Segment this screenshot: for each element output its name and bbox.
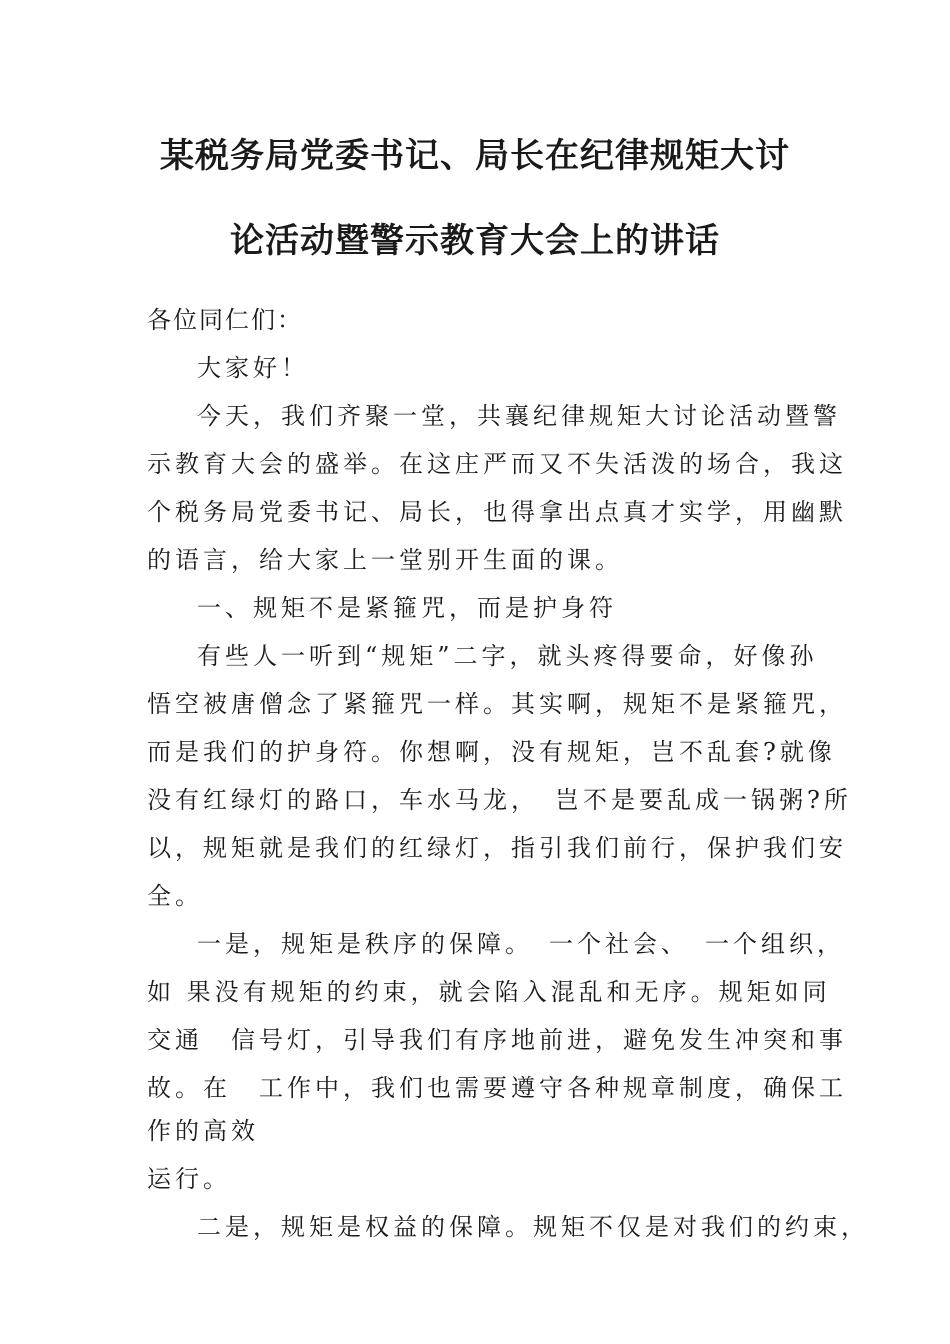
paragraph-line: 个税务局党委书记、局长，也得拿出点真才实学，用幽默: [147, 498, 847, 526]
paragraph-line: 如 果没有规矩的约束，就会陷入混乱和无序。规矩如同: [147, 978, 831, 1006]
paragraph-line: 以，规矩就是我们的红绿灯，指引我们前行，保护我们安: [147, 834, 847, 862]
greeting: 大家好！: [197, 354, 309, 382]
paragraph-line: 故。在 工作中，我们也需要遵守各种规章制度，确保工: [147, 1074, 847, 1102]
paragraph-line: 交通 信号灯，引导我们有序地前进，避免发生冲突和事: [147, 1026, 847, 1054]
paragraph-line: 的语言，给大家上一堂别开生面的课。: [147, 546, 623, 574]
paragraph-line: 有些人一听到“规矩”二字，就头疼得要命，好像孙: [197, 642, 818, 670]
paragraph-line: 没有红绿灯的路口，车水马龙， 岂不是要乱成一锅粥?所: [147, 786, 852, 814]
paragraph-line: 悟空被唐僧念了紧箍咒一样。其实啊，规矩不是紧箍咒，: [147, 690, 847, 718]
paragraph-line: 运行。: [147, 1165, 231, 1193]
document-title-line-1: 某税务局党委书记、局长在纪律规矩大讨: [160, 136, 790, 176]
section-heading: 一、规矩不是紧箍咒，而是护身符: [197, 594, 617, 622]
paragraph-line: 二是，规矩是权益的保障。规矩不仅是对我们的约束，: [197, 1213, 869, 1241]
paragraph-line: 全。: [147, 882, 203, 910]
paragraph-line: 示教育大会的盛举。在这庄严而又不失活泼的场合，我这: [147, 450, 847, 478]
salutation: 各位同仁们：: [147, 306, 303, 334]
paragraph-line: 而是我们的护身符。你想啊，没有规矩，岂不乱套?就像: [147, 738, 836, 766]
paragraph-line: 一是，规矩是秩序的保障。 一个社会、 一个组织，: [197, 930, 845, 958]
paragraph-line: 今天，我们齐聚一堂，共襄纪律规矩大讨论活动暨警: [197, 402, 841, 430]
document-title-line-2: 论活动暨警示教育大会上的讲话: [230, 221, 720, 261]
paragraph-line: 作的高效: [147, 1117, 259, 1145]
